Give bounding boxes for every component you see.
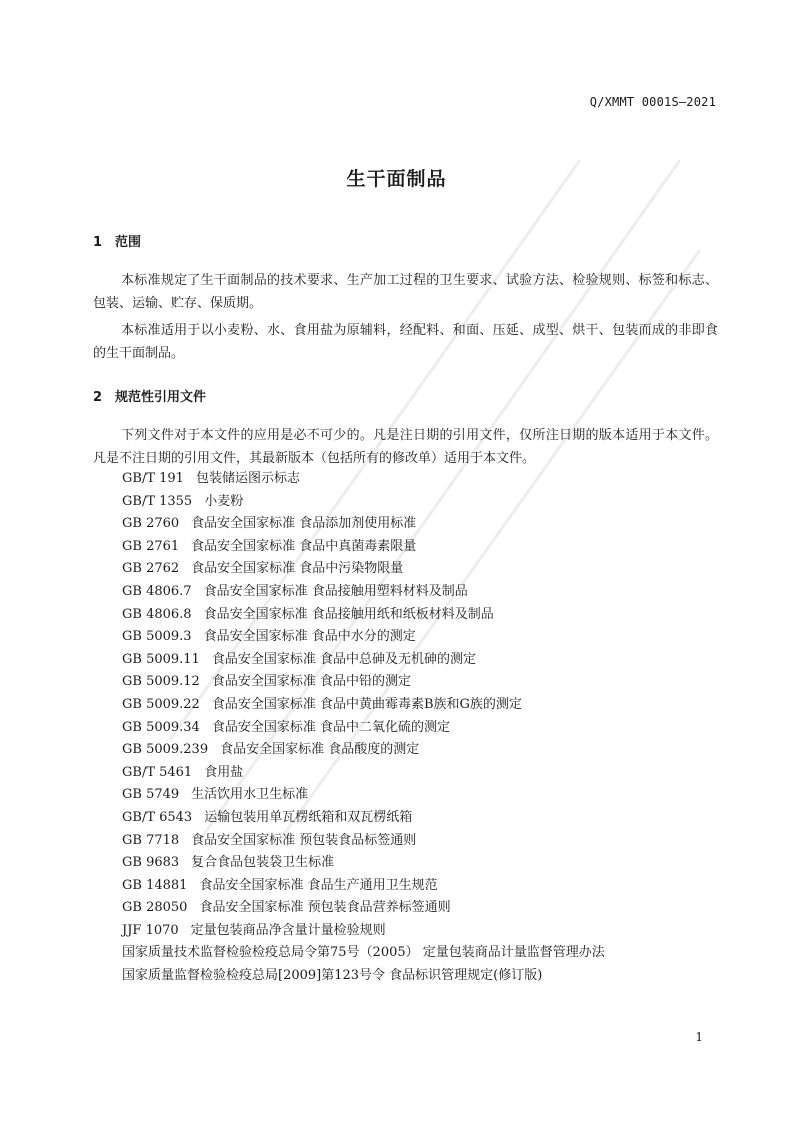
reference-title: 食品安全国家标准 食品中二氧化硫的测定 xyxy=(211,719,450,735)
reference-title: 复合食品包装袋卫生标准 xyxy=(191,855,335,871)
reference-item xyxy=(122,491,605,514)
page-number: 1 xyxy=(695,1030,703,1044)
reference-code: GB 5009.239 xyxy=(122,742,209,758)
reference-code: GB 5009.22 xyxy=(122,696,200,712)
reference-code: GB 2761 xyxy=(122,538,180,554)
reference-title: 食品安全国家标准 食品添加剂使用标准 xyxy=(191,516,417,532)
document-title: 生干面制品 xyxy=(346,168,447,190)
reference-list xyxy=(122,468,605,988)
reference-item xyxy=(122,897,605,920)
reference-item xyxy=(122,920,605,943)
reference-item xyxy=(122,671,605,694)
reference-code: GB/T 191 xyxy=(122,471,184,486)
reference-title: 食品安全国家标准 食品中真菌毒素限量 xyxy=(191,538,417,554)
reference-code: GB 5009.3 xyxy=(122,629,192,645)
reference-code: JJF 1070 xyxy=(122,922,179,938)
reference-title: 食品安全国家标准 预包装食品营养标签通则 xyxy=(199,900,451,916)
reference-title: 运输包装用单瓦楞纸箱和双瓦楞纸箱 xyxy=(204,809,413,825)
reference-title: 生活饮用水卫生标准 xyxy=(191,787,309,803)
reference-item xyxy=(122,626,605,649)
reference-title: 小麦粉 xyxy=(204,493,244,509)
reference-code: GB 14881 xyxy=(122,877,188,893)
reference-title: 食品安全国家标准 食品中黄曲霉毒素B族和G族的测定 xyxy=(211,696,522,712)
section-heading-normative-references xyxy=(93,386,206,405)
reference-code: GB 4806.7 xyxy=(122,583,192,599)
reference-item xyxy=(122,581,605,604)
reference-item xyxy=(122,784,605,807)
reference-item xyxy=(122,513,605,536)
reference-code: GB/T 6543 xyxy=(122,809,193,825)
section-title: 范围 xyxy=(115,235,142,250)
reference-item xyxy=(122,965,605,988)
reference-code: GB/T 1355 xyxy=(122,493,193,509)
reference-title: 食品安全国家标准 食品中污染物限量 xyxy=(191,561,404,577)
reference-title: 食品安全国家标准 食品生产通用卫生规范 xyxy=(199,877,438,893)
reference-item xyxy=(122,942,605,965)
reference-title: 国家质量技术监督检验检疫总局令第75号（2005） 定量包装商品计量监督管理办法 xyxy=(122,945,605,961)
reference-item xyxy=(122,558,605,581)
reference-item xyxy=(122,604,605,627)
reference-code: GB 2762 xyxy=(122,561,180,577)
reference-code: GB 5009.11 xyxy=(122,651,200,667)
reference-title: 食品安全国家标准 食品接触用纸和纸板材料及制品 xyxy=(203,606,494,622)
reference-item xyxy=(122,807,605,830)
reference-code: GB 9683 xyxy=(122,855,180,871)
reference-title: 包装储运图示标志 xyxy=(195,471,300,486)
reference-item xyxy=(122,739,605,762)
reference-item xyxy=(122,852,605,875)
reference-code: GB 5749 xyxy=(122,787,180,803)
reference-item xyxy=(122,875,605,898)
reference-code: GB 5009.34 xyxy=(122,719,200,735)
document-code: Q/XMMT 0001S—2021 xyxy=(589,95,716,109)
reference-code: GB 2760 xyxy=(122,516,180,532)
reference-item xyxy=(122,830,605,853)
reference-item xyxy=(122,649,605,672)
reference-title: 定量包装商品净含量计量检验规则 xyxy=(190,922,386,938)
reference-title: 食品安全国家标准 食品中水分的测定 xyxy=(203,629,416,645)
reference-title: 食品安全国家标准 食品中总砷及无机砷的测定 xyxy=(211,651,476,667)
reference-title: 食品安全国家标准 食品中铅的测定 xyxy=(211,674,411,690)
scope-paragraph-1: 本标准规定了生干面制品的技术要求、生产加工过程的卫生要求、试验方法、检验规则、标签和标志、包装、运输、贮存、保质期。 xyxy=(93,273,718,311)
section-number: 1 xyxy=(93,235,103,250)
section-title: 规范性引用文件 xyxy=(115,390,207,405)
reference-code: GB 28050 xyxy=(122,900,188,916)
section-heading-scope xyxy=(93,231,141,250)
reference-code: GB 7718 xyxy=(122,832,180,848)
reference-title: 食品安全国家标准 食品接触用塑料材料及制品 xyxy=(203,583,468,599)
scope-paragraph-2: 本标准适用于以小麦粉、水、食用盐为原辅料，经配料、和面、压延、成型、烘干、包装而成的非即食的生干面制品。 xyxy=(93,323,718,361)
reference-code: GB 5009.12 xyxy=(122,674,200,690)
reference-title: 国家质量监督检验检疫总局[2009]第123号令 食品标识管理规定(修订版) xyxy=(122,968,543,984)
reference-title: 食品安全国家标准 食品酸度的测定 xyxy=(220,742,420,758)
reference-item xyxy=(122,536,605,559)
reference-item xyxy=(122,717,605,740)
references-intro-paragraph: 下列文件对于本文件的应用是必不可少的。凡是注日期的引用文件，仅所注日期的版本适用于本文件。凡是不注日期的引用文件，其最新版本（包括所有的修改单）适用于本文件。 xyxy=(93,428,718,466)
reference-title: 食用盐 xyxy=(204,764,244,780)
reference-code: GB/T 5461 xyxy=(122,764,193,780)
reference-code: GB 4806.8 xyxy=(122,606,192,622)
reference-item xyxy=(122,694,605,717)
reference-title: 食品安全国家标准 预包装食品标签通则 xyxy=(191,832,417,848)
reference-item xyxy=(122,762,605,785)
reference-item xyxy=(122,468,605,491)
section-number: 2 xyxy=(93,390,103,405)
